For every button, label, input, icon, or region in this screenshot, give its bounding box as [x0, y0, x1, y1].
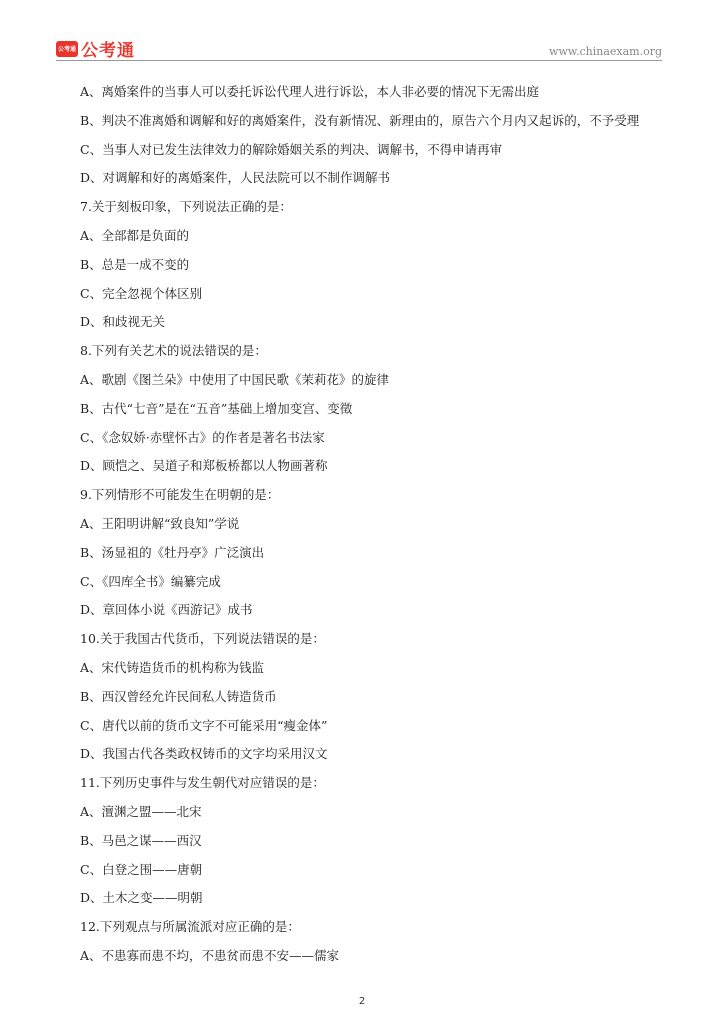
document-body	[80, 78, 670, 971]
text-line: A、全部都是负面的	[80, 227, 190, 243]
text-line: D、我国古代各类政权铸币的文字均采用汉文	[80, 746, 328, 762]
logo	[56, 36, 135, 61]
logo-badge: 公考通	[56, 41, 78, 57]
text-line: 7.关于刻板印象，下列说法正确的是：	[80, 199, 292, 215]
text-line: B、马邑之谋——西汉	[80, 832, 202, 848]
text-line: 9.下列情形不可能发生在明朝的是：	[80, 487, 280, 503]
text-line: A、宋代铸造货币的机构称为钱监	[80, 659, 265, 675]
text-line: 12.下列观点与所属流派对应正确的是：	[80, 919, 300, 935]
text-line: B、西汉曾经允许民间私人铸造货币	[80, 688, 277, 704]
text-line: A、不患寡而患不均，不患贫而患不安——儒家	[80, 947, 340, 963]
text-line: C、唐代以前的货币文字不可能采用“瘦金体”	[80, 717, 328, 733]
site-url: www.chinaexam.org	[549, 45, 662, 58]
text-line: B、汤显祖的《牡丹亭》广泛演出	[80, 544, 265, 560]
logo-text: 公考通	[81, 41, 135, 61]
text-line: B、总是一成不变的	[80, 256, 190, 272]
text-line: D、章回体小说《西游记》成书	[80, 602, 253, 618]
text-line: 11.下列历史事件与发生朝代对应错误的是：	[80, 775, 325, 791]
text-line: A、王阳明讲解“致良知”学说	[80, 515, 240, 531]
text-line: B、判决不准离婚和调解和好的离婚案件，没有新情况、新理由的，原告六个月内又起诉的，不予受理	[80, 112, 640, 128]
text-line: B、古代“七音”是在“五音”基础上增加变宫、变徵	[80, 400, 353, 416]
text-line: C、白登之围——唐朝	[80, 861, 203, 877]
text-line: D、对调解和好的离婚案件，人民法院可以不制作调解书	[80, 170, 391, 186]
text-line: 10.关于我国古代货币，下列说法错误的是：	[80, 631, 325, 647]
page-number: 2	[358, 996, 366, 1007]
page-header	[0, 0, 724, 64]
text-line: C、《念奴娇·赤壁怀古》的作者是著名书法家	[80, 429, 325, 445]
text-line: D、和歧视无关	[80, 314, 166, 330]
text-line: 8.下列有关艺术的说法错误的是：	[80, 343, 267, 359]
text-line: C、当事人对已发生法律效力的解除婚姻关系的判决、调解书，不得申请再审	[80, 141, 503, 157]
text-line: A、歌剧《图兰朵》中使用了中国民歌《茉莉花》的旋律	[80, 371, 390, 387]
text-line: A、澶渊之盟——北宋	[80, 803, 202, 819]
text-line: C、完全忽视个体区别	[80, 285, 203, 301]
text-line: D、土木之变——明朝	[80, 890, 203, 906]
text-line: C、《四库全书》编纂完成	[80, 573, 221, 589]
text-line: A、离婚案件的当事人可以委托诉讼代理人进行诉讼，本人非必要的情况下无需出庭	[80, 84, 540, 99]
text-line: D、顾恺之、吴道子和郑板桥都以人物画著称	[80, 458, 328, 474]
header-divider	[56, 60, 662, 61]
